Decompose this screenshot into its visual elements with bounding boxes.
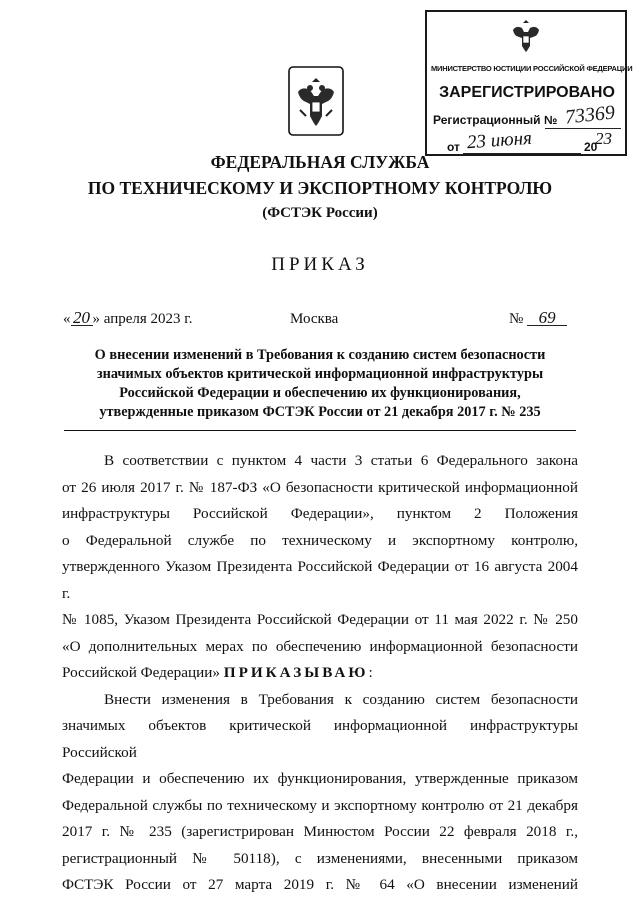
subject-divider	[64, 430, 576, 431]
body-line: о Федеральной службе по техническому и экспортному контролю,	[62, 531, 578, 549]
body-line: инфраструктуры Российской Федерации», пунктом 2 Положения	[62, 505, 578, 522]
stamp-year-prefix: 20	[584, 140, 598, 154]
stamp-date-value: 23 июня	[466, 127, 533, 154]
body-line: «О дополнительных мерах по обеспечению информационной безопасности	[62, 637, 578, 655]
body-line: ФСТЭК России от 27 марта 2019 г. № 64 «О внесении изменений	[62, 876, 578, 893]
stamp-date-prefix: от	[447, 140, 460, 154]
body-line: регистрационный № 50118), с изменениями, внесенными приказом	[62, 849, 578, 867]
body-line-text: Российской Федерации»	[62, 664, 220, 681]
subject-line: утвержденные приказом ФСТЭК России от 21 декабря 2017 г. № 235	[99, 404, 541, 420]
order-keyword: ПРИКАЗЫВАЮ	[223, 664, 369, 681]
number-value: 69	[527, 311, 567, 326]
order-body	[62, 448, 578, 899]
order-keyword-colon: :	[368, 664, 373, 681]
registration-stamp	[425, 10, 633, 156]
coat-of-arms-icon	[288, 66, 344, 136]
date-open-quote: «	[63, 311, 71, 327]
agency-name-line2: ПО ТЕХНИЧЕСКОМУ И ЭКСПОРТНОМУ КОНТРОЛЮ	[87, 178, 553, 198]
document-type: ПРИКАЗ	[271, 254, 369, 275]
order-subject	[64, 346, 576, 422]
body-line-last	[62, 660, 578, 687]
body-line: Федерации и обеспечению их функционирования, утвержденные приказом	[62, 770, 578, 787]
body-line: 2017 г. № 235 (зарегистрирован Минюстом России 22 февраля 2018 г.,	[62, 823, 578, 840]
order-number	[509, 308, 567, 328]
stamp-regnum-label: Регистрационный №	[433, 113, 558, 127]
stamp-year-value: 23	[595, 129, 612, 148]
body-line: Внести изменения в Требования к созданию систем безопасности	[104, 690, 578, 708]
order-date	[63, 308, 193, 328]
number-label: №	[509, 311, 524, 327]
body-line: Федеральной службы по техническому и экспортному контролю от 21 декабря	[62, 796, 578, 814]
subject-line: Российской Федерации и обеспечению их функционирования,	[119, 385, 521, 401]
body-line: от 26 июля 2017 г. № 187-ФЗ «О безопасности критической информационной	[62, 478, 578, 496]
order-city: Москва	[290, 311, 339, 327]
body-line: В соответствии с пунктом 4 части 3 статьи 6 Федерального закона	[104, 452, 578, 469]
date-month-year: » апреля 2023 г.	[92, 311, 193, 327]
subject-line: О внесении изменений в Требования к созданию систем безопасности	[94, 347, 546, 363]
subject-line: значимых объектов критической информационной инфраструктуры	[96, 366, 544, 382]
body-line: значимых объектов критической информационной инфраструктуры Российской	[62, 717, 578, 761]
body-line: утвержденного Указом Президента Российской Федерации от 16 августа 2004 г.	[62, 558, 578, 602]
stamp-regnum-value: 73369	[563, 101, 616, 129]
body-line: № 1085, Указом Президента Российской Федерации от 11 мая 2022 г. № 250	[62, 611, 578, 628]
stamp-coat-of-arms-icon	[509, 16, 543, 56]
date-day: 20	[71, 311, 93, 326]
stamp-ministry-name: МИНИСТЕРСТВО ЮСТИЦИИ РОССИЙСКОЙ ФЕДЕРАЦИИ	[431, 64, 633, 73]
agency-short-name: (ФСТЭК России)	[262, 205, 378, 221]
stamp-registered-label: ЗАРЕГИСТРИРОВАНО	[439, 84, 615, 101]
agency-name-line1: ФЕДЕРАЛЬНАЯ СЛУЖБА	[210, 152, 430, 172]
